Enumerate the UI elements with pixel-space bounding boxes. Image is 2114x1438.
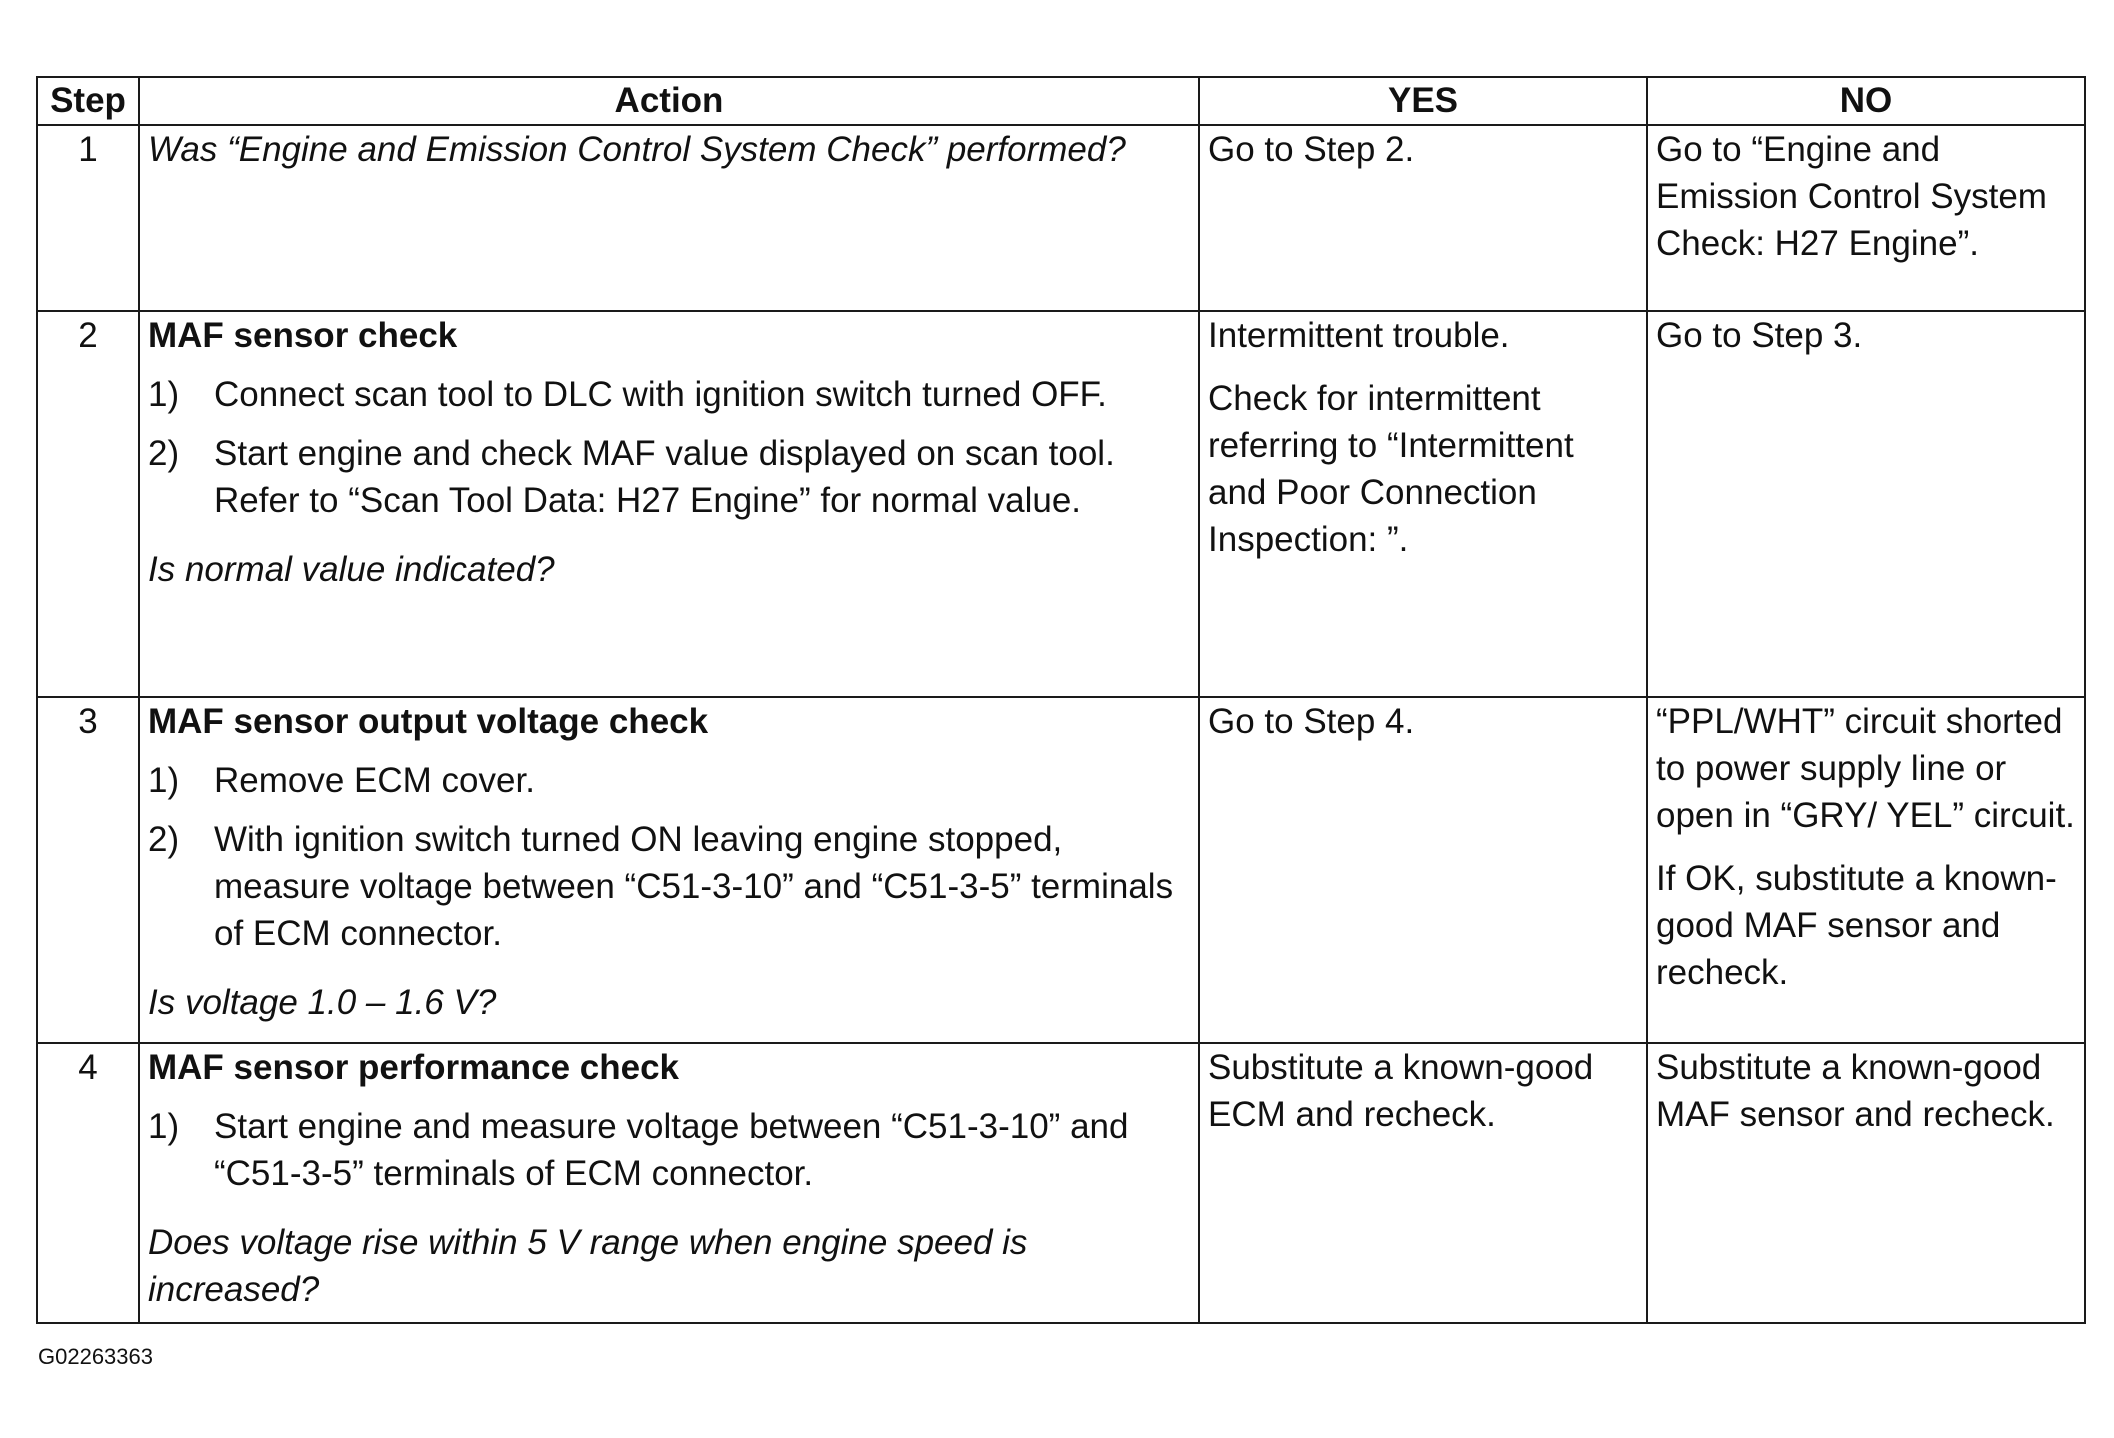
action-cell — [139, 1043, 1199, 1323]
step-number: 4 — [37, 1043, 139, 1323]
action-item — [148, 430, 1190, 524]
no-text: If OK, substitute a known-good MAF sensor and recheck. — [1656, 859, 2057, 992]
no-cell — [1647, 125, 2085, 311]
action-question: Is voltage 1.0 – 1.6 V? — [148, 983, 497, 1022]
action-cell — [139, 125, 1199, 311]
yes-cell — [1199, 697, 1647, 1043]
item-text: Connect scan tool to DLC with ignition switch turned OFF. — [214, 375, 1107, 414]
action-cell — [139, 697, 1199, 1043]
action-item — [148, 757, 1190, 804]
item-number: 1) — [148, 761, 180, 800]
action-question: Does voltage rise within 5 V range when engine speed is increased? — [148, 1223, 1028, 1309]
action-item — [148, 816, 1190, 957]
item-text: Start engine and measure voltage between “C51-3-10” and “C51-3-5” terminals of ECM connector. — [214, 1107, 1129, 1193]
yes-cell — [1199, 125, 1647, 311]
item-number: 2) — [148, 820, 180, 859]
item-number: 1) — [148, 375, 180, 414]
no-text: “PPL/WHT” circuit shorted to power supply line or open in “GRY/ YEL” circuit. — [1656, 702, 2075, 835]
yes-text: Substitute a known-good ECM and recheck. — [1208, 1048, 1594, 1134]
no-text: Go to “Engine and Emission Control System Check: H27 Engine”. — [1656, 130, 2047, 263]
header-action: Action — [139, 77, 1199, 125]
yes-text: Go to Step 4. — [1208, 702, 1415, 741]
figure-id: G02263363 — [38, 1344, 153, 1369]
yes-cell — [1199, 311, 1647, 697]
header-no: NO — [1647, 77, 2085, 125]
header-step: Step — [37, 77, 139, 125]
no-cell — [1647, 697, 2085, 1043]
diagnostic-table — [36, 76, 2086, 1324]
action-title: MAF sensor output voltage check — [148, 702, 709, 741]
item-text: Start engine and check MAF value displayed on scan tool. Refer to “Scan Tool Data: H27 Engine” for normal value. — [214, 434, 1115, 520]
yes-text: Check for intermittent referring to “Intermittent and Poor Connection Inspection: ”. — [1208, 379, 1574, 559]
item-number: 1) — [148, 1107, 180, 1146]
action-item — [148, 371, 1190, 418]
item-text: With ignition switch turned ON leaving engine stopped, measure voltage between “C51-3-10” and “C51-3-5” terminals of ECM connector. — [214, 820, 1174, 953]
table-row — [37, 697, 2085, 1043]
item-text: Remove ECM cover. — [214, 761, 535, 800]
action-question: Was “Engine and Emission Control System Check” performed? — [148, 130, 1126, 169]
action-question: Is normal value indicated? — [148, 550, 555, 589]
step-number: 1 — [37, 125, 139, 311]
action-cell — [139, 311, 1199, 697]
table-row — [37, 125, 2085, 311]
yes-cell — [1199, 1043, 1647, 1323]
item-number: 2) — [148, 434, 180, 473]
no-cell — [1647, 1043, 2085, 1323]
step-number: 3 — [37, 697, 139, 1043]
table-row — [37, 1043, 2085, 1323]
header-yes: YES — [1199, 77, 1647, 125]
action-title: MAF sensor check — [148, 316, 458, 355]
action-item — [148, 1103, 1190, 1197]
step-number: 2 — [37, 311, 139, 697]
action-title: MAF sensor performance check — [148, 1048, 680, 1087]
no-text: Go to Step 3. — [1656, 316, 1863, 355]
yes-text: Intermittent trouble. — [1208, 316, 1510, 355]
table-row — [37, 311, 2085, 697]
yes-text: Go to Step 2. — [1208, 130, 1415, 169]
no-text: Substitute a known-good MAF sensor and recheck. — [1656, 1048, 2055, 1134]
header-row — [37, 77, 2085, 125]
no-cell — [1647, 311, 2085, 697]
